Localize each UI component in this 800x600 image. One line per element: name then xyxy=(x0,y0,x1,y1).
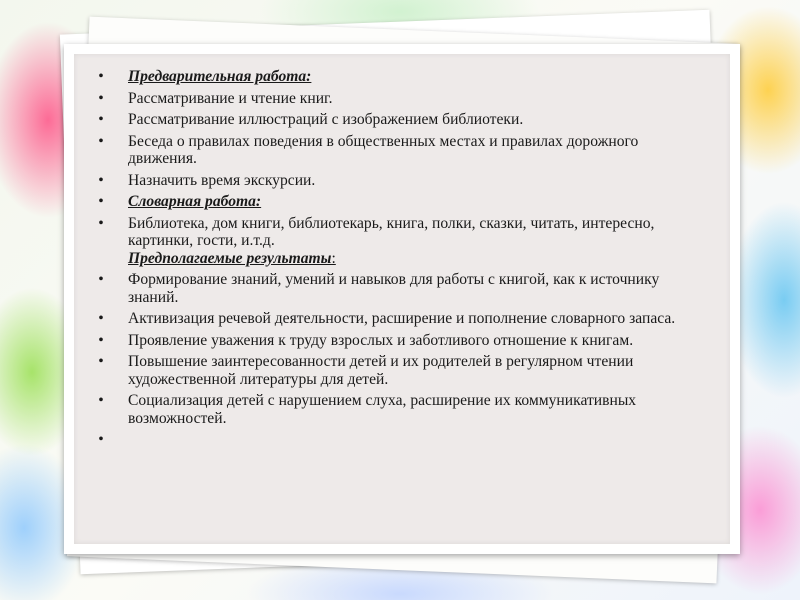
list-item xyxy=(94,90,702,108)
section-heading-preliminary: Предварительная работа: xyxy=(128,68,312,85)
list-item xyxy=(94,193,702,211)
list-item xyxy=(94,353,702,388)
bullet-list xyxy=(94,68,702,448)
bullet-list-area xyxy=(94,68,702,448)
list-item-text: Проявление уважения к труду взрослых и заботливого отношение к книгам. xyxy=(128,331,634,349)
bullet-icon: • xyxy=(98,132,104,150)
bullet-icon: • xyxy=(98,171,104,189)
list-item xyxy=(94,332,702,350)
list-item xyxy=(94,68,702,86)
bullet-icon: • xyxy=(98,89,104,107)
list-item xyxy=(94,271,702,306)
bullet-icon: • xyxy=(98,392,104,409)
bullet-icon: • xyxy=(98,111,104,128)
list-item-text: Библиотека, дом книги, библиотекарь, книга, полки, сказки, читать, интересно, картинки, гости, и.т.д. xyxy=(128,214,655,249)
list-item-text: Социализация детей с нарушением слуха, расширение их коммуникативных возможностей. xyxy=(128,392,637,427)
section-heading-vocabulary: Словарная работа: xyxy=(128,193,262,210)
list-item xyxy=(94,215,702,268)
list-item-text: Активизация речевой деятельности, расширение и пополнение словарного запаса. xyxy=(128,310,676,327)
slide-card xyxy=(64,44,740,554)
bullet-icon: • xyxy=(98,214,104,232)
section-heading-results: Предполагаемые результаты: xyxy=(128,249,336,267)
list-item xyxy=(94,310,702,328)
bullet-icon: • xyxy=(98,331,104,349)
bullet-icon: • xyxy=(98,193,104,210)
bullet-icon: • xyxy=(98,431,104,448)
list-item-text: Формирование знаний, умений и навыков для работы с книгой, как к источнику знаний. xyxy=(128,271,660,306)
list-item-text: Повышение заинтересованности детей и их родителей в регулярном чтении художественной литературы для детей. xyxy=(128,353,634,388)
slide-content-panel xyxy=(74,54,730,544)
list-item xyxy=(94,172,702,190)
list-item-text: Рассматривание иллюстраций с изображением библиотеки. xyxy=(128,111,524,128)
list-item xyxy=(94,133,702,168)
list-item xyxy=(94,111,702,129)
list-item-text: Рассматривание и чтение книг. xyxy=(128,89,333,107)
list-item xyxy=(94,392,702,427)
bullet-icon: • xyxy=(98,271,104,288)
list-item-text: Назначить время экскурсии. xyxy=(128,171,316,189)
bullet-icon: • xyxy=(98,310,104,327)
bullet-icon: • xyxy=(98,68,104,85)
bullet-icon: • xyxy=(98,353,104,370)
list-item-text: Беседа о правилах поведения в общественных местах и правилах дорожного движения. xyxy=(128,132,639,167)
